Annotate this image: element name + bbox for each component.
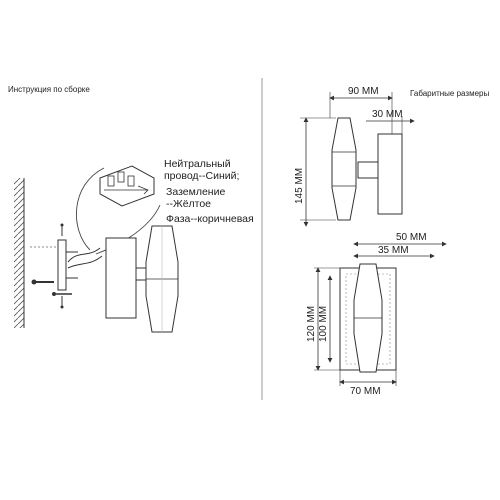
ground-label-line2: --Жёлтое bbox=[166, 198, 212, 210]
small-screw-bottom-icon bbox=[61, 296, 64, 309]
dim-label-base-inner: 100 ММ bbox=[318, 305, 329, 342]
neutral-label-line1: Нейтральный bbox=[164, 158, 231, 170]
lamp-side-view bbox=[332, 118, 402, 220]
screw-icon bbox=[52, 292, 72, 296]
dim-label-width: 90 ММ bbox=[348, 86, 379, 97]
dim-label-depth: 50 ММ bbox=[396, 232, 427, 243]
assembly-heading: Инструкция по сборке bbox=[8, 85, 90, 94]
wall bbox=[14, 178, 24, 328]
dim-label-base-depth: 30 ММ bbox=[372, 109, 403, 120]
neutral-label-line2: провод--Синий; bbox=[164, 170, 240, 182]
lamp-assembly-view bbox=[106, 226, 178, 332]
terminal-block bbox=[100, 166, 154, 206]
ground-label-line1: Заземление bbox=[166, 186, 226, 198]
dimensions-heading: Габаритные размеры bbox=[410, 89, 490, 98]
small-screw-top-icon bbox=[61, 224, 64, 237]
dim-label-base-height: 120 ММ bbox=[306, 305, 317, 342]
dim-label-base-width: 70 ММ bbox=[350, 386, 381, 397]
dim-label-arm: 35 ММ bbox=[378, 245, 409, 256]
phase-label: Фаза--коричневая bbox=[166, 213, 254, 225]
dim-label-height: 145 ММ bbox=[294, 167, 305, 204]
screw-icon bbox=[32, 280, 55, 285]
lamp-front-view bbox=[340, 264, 396, 372]
